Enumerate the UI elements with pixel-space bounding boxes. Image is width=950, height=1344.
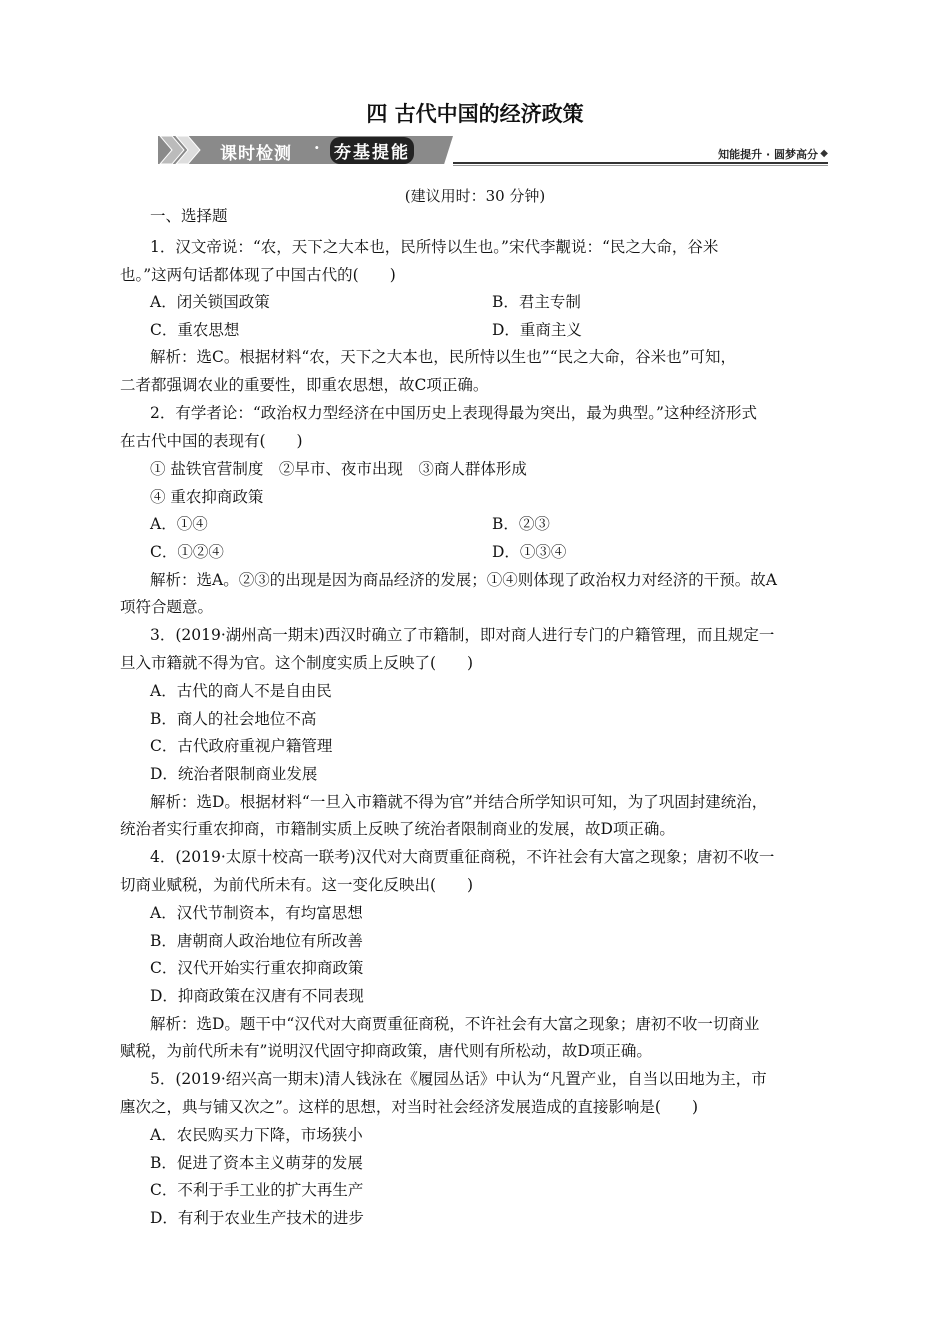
q4-answer-line2: 赋税，为前代所未有”说明汉代固守抑商政策，唐代则有所松动，故D项正确。 [120,1042,652,1060]
q5-option-c: C．不利于手工业的扩大再生产 [150,1181,364,1199]
q4-option-b: B．唐朝商人政治地位有所改善 [150,932,363,950]
q2-option-d: D．①③④ [492,543,567,561]
q2-answer-line1: 解析：选A。②③的出现是因为商品经济的发展；①④则体现了政治权力对经济的干预。故A [150,571,777,589]
q3-answer-line2: 统治者实行重农抑商，市籍制实质上反映了统治者限制商业的发展，故D项正确。 [120,820,675,838]
q3-option-a: A．古代的商人不是自由民 [150,682,332,700]
q1-stem-line1: 1．汉文帝说：“农，天下之大本也，民所恃以生也。”宋代李觏说：“民之大命，谷米 [150,238,719,256]
q2-stem-line1: 2．有学者论：“政治权力型经济在中国历史上表现得最为突出，最为典型。”这种经济形式 [150,404,757,422]
q4-option-a: A．汉代节制资本，有均富思想 [150,904,363,922]
q2-option-c: C．①②④ [150,543,224,561]
q4-stem-line1: 4．(2019·太原十校高一联考)汉代对大商贾重征商税，不许社会有大富之现象；唐初不收一 [150,848,775,866]
q1-option-c: C．重农思想 [150,321,240,339]
q3-answer-line1: 解析：选D。根据材料“一旦入市籍就不得为官”并结合所学知识可知，为了巩固封建统治， [150,793,768,811]
q5-option-a: A．农民购买力下降，市场狭小 [150,1126,363,1144]
q4-option-d: D．抑商政策在汉唐有不同表现 [150,987,364,1005]
q3-stem-line2: 旦入市籍就不得为官。这个制度实质上反映了( ) [120,654,474,672]
banner-dot: · [314,138,320,157]
q4-stem-line2: 切商业赋税，为前代所未有。这一变化反映出( ) [120,876,474,894]
q3-option-d: D．统治者限制商业发展 [150,765,318,783]
q3-stem-line1: 3．(2019·湖州高一期末)西汉时确立了市籍制，即对商人进行专门的户籍管理，而且规定一 [150,626,775,644]
q1-answer-line2: 二者都强调农业的重要性，即重农思想，故C项正确。 [120,376,489,394]
banner-rule [453,162,828,164]
q1-option-b: B．君主专制 [492,293,581,311]
q4-option-c: C．汉代开始实行重农抑商政策 [150,959,364,977]
banner-tagline: 知能提升 · 圆梦高分 [718,148,818,161]
q2-items-line2: ④ 重农抑商政策 [150,488,264,506]
q5-stem-line2: 廛次之，典与铺又次之”。这样的思想，对当时社会经济发展造成的直接影响是( ) [120,1098,699,1116]
page-title: 四 古代中国的经济政策 [366,102,584,126]
chevron-arrows-icon [158,132,208,168]
banner-rule-thin [453,165,828,166]
q2-items-line1: ① 盐铁官营制度 ②早市、夜市出现 ③商人群体形成 [150,460,527,478]
banner-right-text: 夯基提能 [330,137,414,164]
q2-option-a: A．①④ [150,515,208,533]
q3-option-b: B．商人的社会地位不高 [150,710,317,728]
q1-stem-line2: 也。”这两句话都体现了中国古代的( ) [120,266,396,284]
q1-option-d: D．重商主义 [492,321,582,339]
section-heading: 一、选择题 [150,207,228,225]
q5-option-b: B．促进了资本主义萌芽的发展 [150,1154,363,1172]
q2-stem-line2: 在古代中国的表现有( ) [120,432,303,450]
banner-left-text: 课时检测 [220,144,292,164]
q2-option-b: B．②③ [492,515,550,533]
diamond-icon: ◆ [820,148,828,159]
section-banner [158,132,828,172]
q3-option-c: C．古代政府重视户籍管理 [150,737,333,755]
q4-answer-line1: 解析：选D。题干中“汉代对大商贾重征商税，不许社会有大富之现象；唐初不收一切商业 [150,1015,760,1033]
q1-answer-line1: 解析：选C。根据材料“农，天下之大本也，民所恃以生也”“民之大命，谷米也”可知， [150,348,737,366]
q1-option-a: A．闭关锁国政策 [150,293,270,311]
q5-option-d: D．有利于农业生产技术的进步 [150,1209,364,1227]
suggested-time: (建议用时：30 分钟) [404,187,546,205]
q5-stem-line1: 5．(2019·绍兴高一期末)清人钱泳在《履园丛话》中认为“凡置产业，自当以田地为主，市 [150,1070,767,1088]
q2-answer-line2: 项符合题意。 [120,598,214,616]
